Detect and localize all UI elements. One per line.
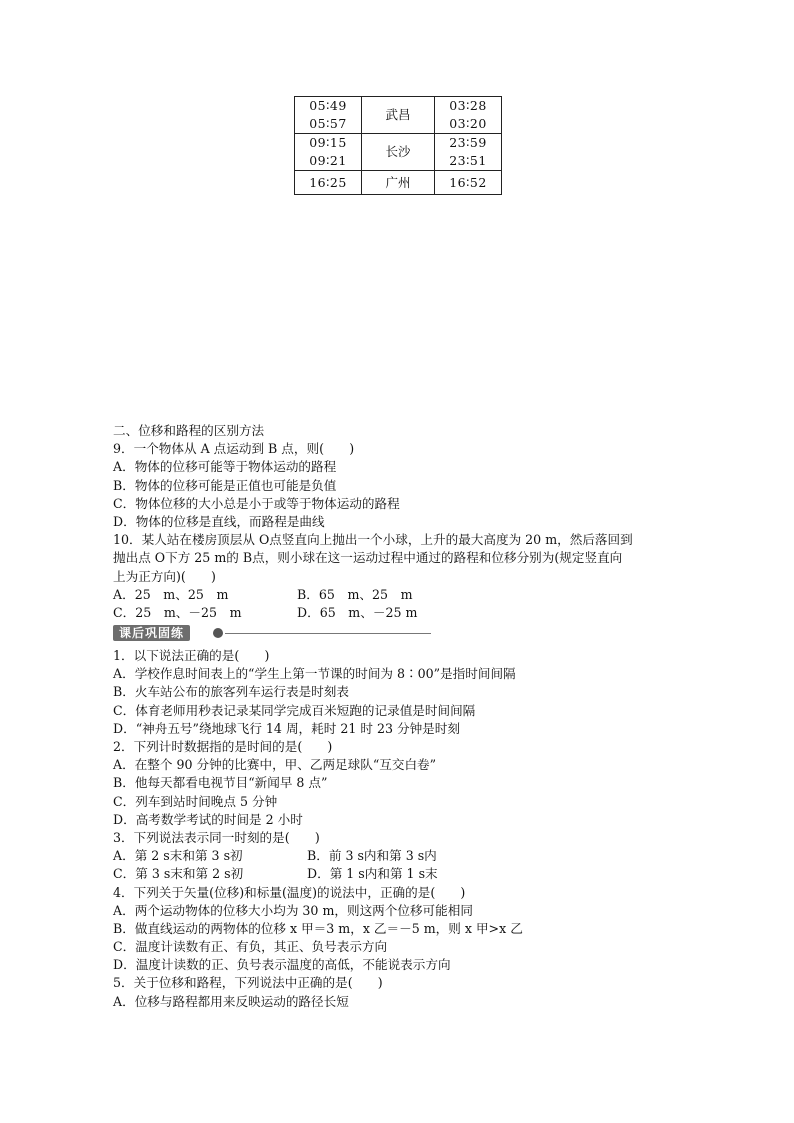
- banner-label: 课后巩固练: [113, 625, 190, 641]
- bullet-dot-icon: [213, 628, 223, 638]
- answer-option: A．物体的位移可能等于物体运动的路程: [113, 459, 337, 475]
- answer-option: D．温度计读数的正、负号表示温度的高低，不能说表示方向: [113, 957, 451, 973]
- time-value: 23∶59: [449, 135, 487, 150]
- station-name: 长沙: [385, 144, 411, 159]
- question-stem: 9．一个物体从 A 点运动到 B 点，则( ): [113, 441, 355, 457]
- question-stem: 4．下列关于矢量(位移)和标量(温度)的说法中，正确的是( ): [113, 884, 466, 900]
- time-value: 05∶49: [309, 98, 347, 113]
- station-name: 广州: [385, 174, 411, 190]
- answer-option: D．第 1 s内和第 1 s末: [307, 866, 438, 882]
- section-banner: [113, 624, 543, 643]
- station-cell: [362, 97, 435, 134]
- question-stem: 10．某人站在楼房顶层从 O点竖直向上抛出一个小球，上升的最大高度为 20 m，然后落回到: [113, 532, 633, 548]
- answer-option: B．物体的位移可能是正值也可能是负值: [113, 477, 337, 493]
- answer-option: D．物体的位移是直线，而路程是曲线: [113, 513, 325, 529]
- option-row: [113, 865, 543, 883]
- answer-option: B．火车站公布的旅客列车运行表是时刻表: [113, 684, 349, 700]
- answer-option: B．做直线运动的两物体的位移 x 甲＝3 m，x 乙＝－5 m，则 x 甲>x 乙: [113, 920, 523, 936]
- answer-option: B．65 m、25 m: [297, 586, 413, 602]
- answer-option: A．学校作息时间表上的“学生上第一节课的时间为 8∶00”是指时间间隔: [113, 666, 516, 682]
- answer-option: D．“神舟五号”绕地球飞行 14 周，耗时 21 时 23 分钟是时刻: [113, 720, 460, 736]
- answer-option: C．第 3 s末和第 2 s初: [113, 866, 244, 882]
- departure-times-cell: [295, 134, 362, 171]
- timetable-row: [295, 134, 502, 171]
- departure-times-cell: [295, 171, 362, 195]
- answer-option: B．他每天都看电视节目“新闻早 8 点”: [113, 775, 328, 791]
- question-stem: 抛出点 O下方 25 m的 B点，则小球在这一运动过程中通过的路程和位移分别为(规定竖直向: [113, 550, 623, 566]
- question-stem: 1．以下说法正确的是( ): [113, 648, 270, 664]
- question-stem: 2．下列计时数据指的是时间的是( ): [113, 739, 333, 754]
- time-value: 03∶20: [449, 116, 487, 131]
- question-stem: 上为正方向)( ): [113, 568, 216, 584]
- train-timetable: [294, 96, 502, 195]
- timetable-row: [295, 97, 502, 134]
- answer-option: D．65 m、－25 m: [297, 604, 418, 620]
- station-cell: [362, 171, 435, 195]
- station-cell: [362, 134, 435, 171]
- return-times-cell: [435, 97, 502, 134]
- return-times-cell: [435, 134, 502, 171]
- option-row: [113, 847, 543, 865]
- answer-option: C．温度计读数有正、有负，其正、负号表示方向: [113, 939, 388, 955]
- answer-option: C．体育老师用秒表记录某同学完成百米短跑的记录值是时间间隔: [113, 702, 476, 718]
- time-value: 23∶51: [449, 153, 487, 168]
- answer-option: D．高考数学考试的时间是 2 小时: [113, 811, 303, 827]
- question-stem: 3．下列说法表示同一时刻的是( ): [113, 829, 320, 845]
- time-value: 09∶15: [309, 135, 347, 150]
- return-times-cell: [435, 171, 502, 195]
- answer-option: C．25 m、－25 m: [113, 604, 242, 620]
- answer-option: B．前 3 s内和第 3 s内: [307, 848, 437, 864]
- option-row: [113, 604, 543, 622]
- station-name: 武昌: [385, 107, 411, 122]
- option-row: [113, 586, 543, 604]
- answer-option: C．物体位移的大小总是小于或等于物体运动的路程: [113, 495, 400, 511]
- time-value: 03∶28: [449, 98, 487, 113]
- answer-option: A．25 m、25 m: [113, 586, 229, 602]
- departure-times-cell: [295, 97, 362, 134]
- time-value: 09∶21: [309, 153, 347, 168]
- answer-option: A．第 2 s末和第 3 s初: [113, 848, 243, 864]
- time-value: 16∶52: [449, 174, 487, 190]
- answer-option: A．位移与路程都用来反映运动的路径长短: [113, 993, 349, 1009]
- section-heading: 二、位移和路程的区别方法: [113, 423, 265, 438]
- divider: [225, 633, 431, 634]
- answer-option: C．列车到站时间晚点 5 分钟: [113, 793, 278, 809]
- answer-option: A．在整个 90 分钟的比赛中，甲、乙两足球队“互交白卷”: [113, 757, 437, 773]
- timetable-row: [295, 171, 502, 195]
- time-value: 16∶25: [309, 174, 347, 190]
- time-value: 05∶57: [309, 116, 347, 131]
- worksheet-content: [113, 422, 633, 1011]
- question-stem: 5．关于位移和路程，下列说法中正确的是( ): [113, 975, 383, 991]
- answer-option: A．两个运动物体的位移大小均为 30 m，则这两个位移可能相同: [113, 902, 473, 918]
